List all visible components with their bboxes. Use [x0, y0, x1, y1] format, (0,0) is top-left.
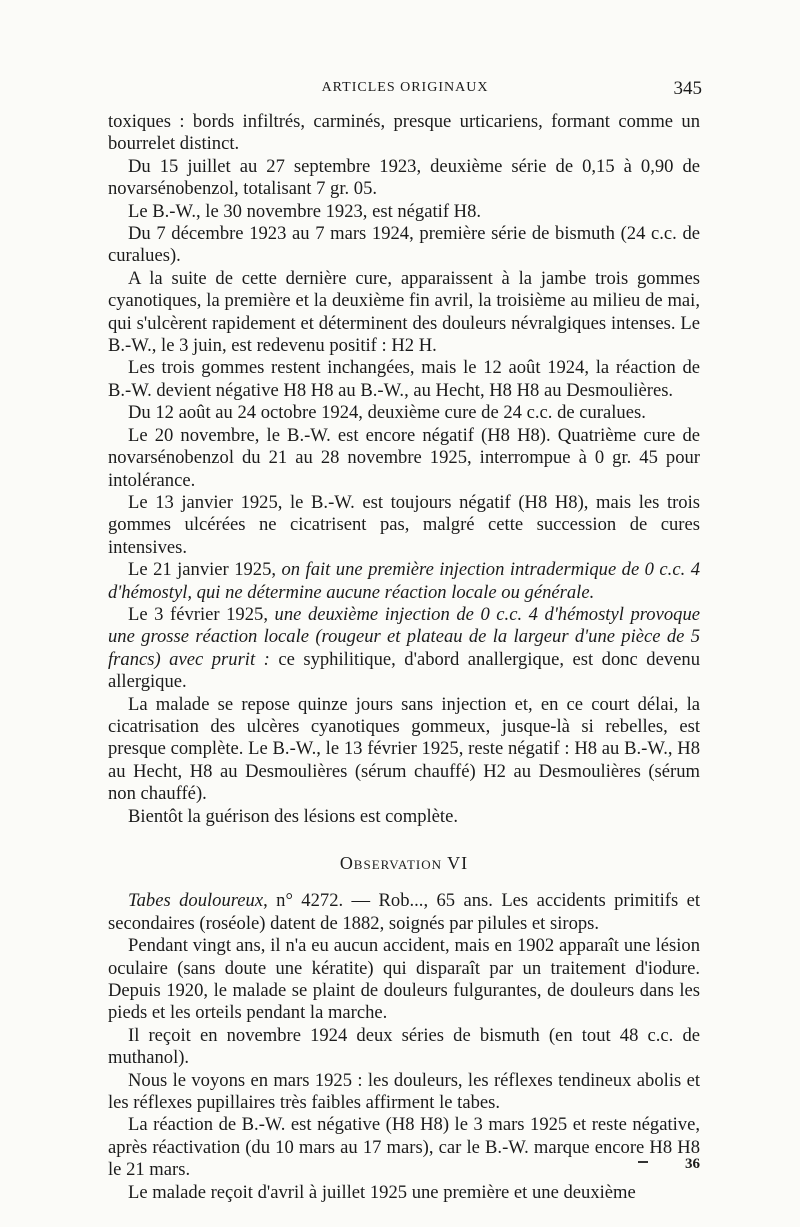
paragraph: Le B.-W., le 30 novembre 1923, est négatif H8. — [128, 200, 482, 222]
paragraph: Pendant vingt ans, il n'a eu aucun accident, mais en 1902 apparaît une lésion oculaire (sans doute une kératite) qui disparaît par un traitement d'iodure. Depuis 1920, le malade se plaint de douleurs fulgurantes, de douleurs dans les pieds et les orteils pendant la marche. — [108, 935, 700, 1024]
paragraph: Le 13 janvier 1925, le B.-W. est toujours négatif (H8 H8), mais les trois gommes ulcérées ne cicatrisent pas, malgré cette succession de cures intensives. — [108, 491, 700, 558]
paragraph: Le malade reçoit d'avril à juillet 1925 une première et une deuxième — [128, 1181, 636, 1203]
paragraph-italic: on fait une première injection intradermique de 0 c.c. 4 d'hémostyl, qui ne détermine aucune réaction locale ou générale. — [108, 559, 700, 603]
section-heading: Observation VI — [339, 853, 469, 873]
paragraph: Du 7 décembre 1923 au 7 mars 1924, première série de bismuth (24 c.c. de curalues). — [108, 223, 700, 267]
body-text — [108, 111, 700, 1204]
paragraph: Nous le voyons en mars 1925 : les douleurs, les réflexes tendineux abolis et les réflexes pupillaires très faibles affirment le tabes. — [108, 1069, 700, 1114]
paragraph: Le 20 novembre, le B.-W. est encore négatif (H8 H8). Quatrième cure de novarsénobenzol du 21 au 28 novembre 1925, interrompue à 0 gr. 45 pour intolérance. — [108, 424, 700, 491]
paragraph — [108, 559, 700, 604]
paragraph: Il reçoit en novembre 1924 deux séries de bismuth (en tout 48 c.c. de muthanol). — [108, 1024, 700, 1069]
paragraph: Du 15 juillet au 27 septembre 1923, deuxième série de 0,15 à 0,90 de novarsénobenzol, totalisant 7 gr. 05. — [108, 155, 700, 200]
paragraph: A la suite de cette dernière cure, apparaissent à la jambe trois gommes cyanotiques, la première et la deuxième fin avril, la troisième au milieu de mai, qui s'ulcèrent rapidement et déterminent des douleurs névralgiques intenses. Le B.-W., le 3 juin, est redevenu positif : H2 H. — [108, 267, 700, 357]
paragraph — [108, 890, 700, 935]
paragraph-italic: Tabes douloureux — [128, 890, 264, 912]
paragraph-suffix: , n° 4272. — Rob..., 65 ans. Les accidents primitifs et secondaires (roséole) datent de 1882, soignés par pilules et sirops. — [108, 890, 700, 934]
paragraph: Les trois gommes restent inchangées, mais le 12 août 1924, la réaction de B.-W. devient négative H8 H8 au B.-W., au Hecht, H8 H8 au Desmoulières. — [108, 357, 700, 401]
signature-mark: 36 — [685, 1156, 700, 1172]
running-header — [108, 78, 702, 100]
footer-dash — [638, 1161, 648, 1163]
paragraph: La malade se repose quinze jours sans injection et, en ce court délai, la cicatrisation des ulcères cyanotiques gommeux, jusque-là si rebelles, est presque complète. Le B.-W., le 13 février 1925, reste négatif : H8 au B.-W., H8 au Hecht, H8 au Desmoulières (sérum chauffé) H2 au Desmoulières (sérum non chauffé). — [108, 693, 700, 805]
page-number: 345 — [673, 78, 702, 99]
paragraph: Du 12 août au 24 octobre 1924, deuxième cure de 24 c.c. de curalues. — [128, 402, 646, 424]
paragraph-prefix: Le 21 janvier 1925, — [128, 559, 282, 581]
paragraph-suffix: ce syphilitique, d'abord anallergique, est donc devenu allergique. — [108, 648, 700, 693]
paragraph-italic: une deuxième injection de 0 c.c. 4 d'hémostyl provoque une grosse réaction locale (rougeur et plateau de la largeur d'une pièce de 5 francs) avec prurit : — [108, 603, 700, 670]
running-title: ARTICLES ORIGINAUX — [321, 80, 489, 95]
paragraph: Bientôt la guérison des lésions est complète. — [128, 805, 458, 827]
paragraph: La réaction de B.-W. est négative (H8 H8) le 3 mars 1925 et reste négative, après réactivation (du 10 mars au 17 mars), car le B.-W. marque encore H8 H8 le 21 mars. — [108, 1114, 700, 1181]
paragraph-prefix: Le 3 février 1925, — [128, 603, 275, 625]
paragraph — [108, 604, 700, 694]
paragraph: toxiques : bords infiltrés, carminés, presque urticariens, formant comme un bourrelet distinct. — [108, 111, 700, 155]
